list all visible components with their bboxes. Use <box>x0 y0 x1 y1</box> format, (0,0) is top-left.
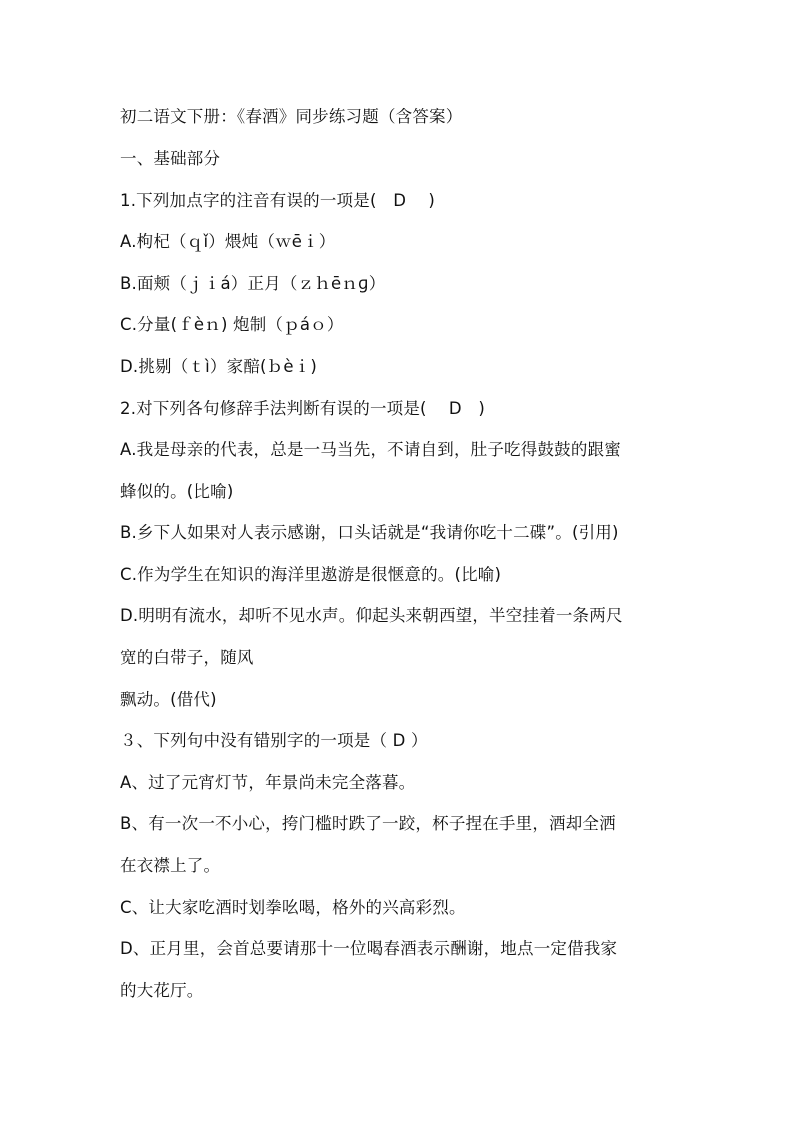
q1-option-b: B.面颊（ｊｉá）正月（ｚｈēｎɡ） <box>120 274 386 293</box>
section-heading: 一、基础部分 <box>120 149 221 168</box>
q2-option-b: B.乡下人如果对人表示感谢，口头话就是“我请你吃十二碟”。(引用) <box>120 523 619 542</box>
question-3: ３、下列句中没有错别字的一项是（ D ） <box>120 731 428 750</box>
q1-option-c: C.分量(ｆèｎ) 炮制（ｐáｏ） <box>120 315 344 334</box>
q3-option-b-cont: 在衣襟上了。 <box>120 856 221 875</box>
q3-option-a: A、过了元宵灯节，年景尚未完全落暮。 <box>120 773 416 792</box>
q2-option-d: D.明明有流水，却听不见水声。仰起头来朝西望，半空挂着一条两尺 <box>120 606 623 625</box>
q1-option-d: D.挑剔（ｔì）家醅(ｂèｉ) <box>120 357 318 376</box>
q3-option-b: B、有一次一不小心，挎门槛时跌了一跤，杯子捏在手里，酒却全洒 <box>120 814 616 833</box>
q2-option-a: A.我是母亲的代表，总是一马当先，不请自到，肚子吃得鼓鼓的跟蜜 <box>120 440 621 459</box>
q2-option-a-cont: 蜂似的。(比喻) <box>120 482 234 501</box>
q3-option-c: C、让大家吃酒时划拳吆喝，格外的兴高彩烈。 <box>120 898 466 917</box>
question-2: 2.对下列各句修辞手法判断有误的一项是( D ) <box>120 399 486 418</box>
q3-option-d: D、正月里，会首总要请那十一位喝春酒表示酬谢，地点一定借我家 <box>120 939 618 958</box>
document-title: 初二语文下册：《春酒》同步练习题（含答案） <box>120 107 463 126</box>
q1-option-a: A.枸杞（ｑǐ）煨炖（ｗēｉ） <box>120 232 336 251</box>
q2-option-d-cont: 宽的白带子，随风 <box>120 648 254 667</box>
q3-option-d-cont: 的大花厅。 <box>120 981 204 1000</box>
question-1: 1.下列加点字的注音有误的一项是( D ) <box>120 191 435 210</box>
q2-option-c: C.作为学生在知识的海洋里遨游是很惬意的。(比喻) <box>120 565 502 584</box>
q2-option-d-cont2: 飘动。(借代) <box>120 690 217 709</box>
